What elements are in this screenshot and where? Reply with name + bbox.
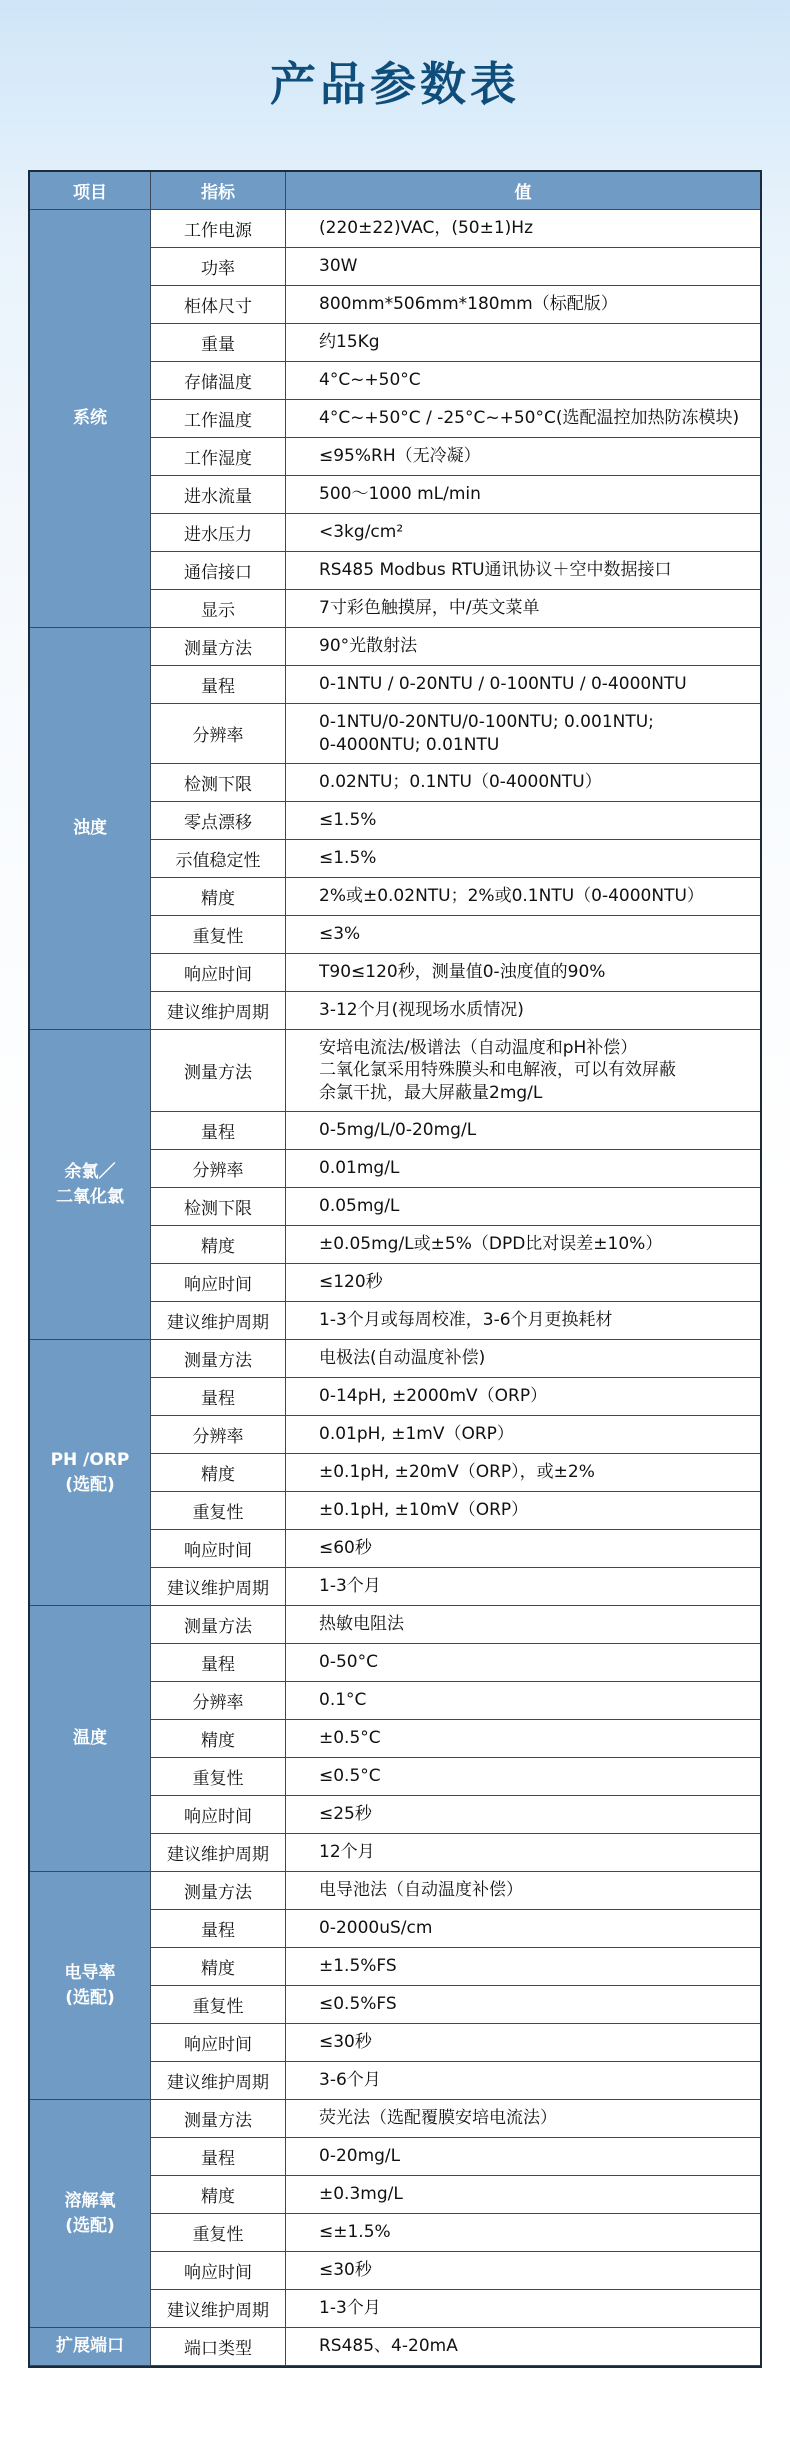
header-value: 值 bbox=[286, 172, 760, 210]
value-cell: ≤95%RH（无冷凝） bbox=[286, 438, 760, 476]
indicator-cell: 建议维护周期 bbox=[151, 1568, 286, 1606]
indicator-cell: 响应时间 bbox=[151, 2024, 286, 2062]
indicator-cell: 量程 bbox=[151, 2138, 286, 2176]
indicator-cell: 量程 bbox=[151, 1112, 286, 1150]
value-cell: ≤3% bbox=[286, 916, 760, 954]
value-cell: 12个月 bbox=[286, 1834, 760, 1872]
indicator-cell: 工作温度 bbox=[151, 400, 286, 438]
value-cell: 1-3个月或每周校准，3-6个月更换耗材 bbox=[286, 1302, 760, 1340]
header-indicator: 指标 bbox=[151, 172, 286, 210]
value-cell: 90°光散射法 bbox=[286, 628, 760, 666]
indicator-cell: 响应时间 bbox=[151, 1796, 286, 1834]
value-cell: ≤120秒 bbox=[286, 1264, 760, 1302]
value-cell: ≤60秒 bbox=[286, 1530, 760, 1568]
indicator-cell: 响应时间 bbox=[151, 2252, 286, 2290]
indicator-cell: 响应时间 bbox=[151, 1264, 286, 1302]
indicator-cell: 测量方法 bbox=[151, 2100, 286, 2138]
group-cell: 余氯／ 二氧化氯 bbox=[30, 1030, 151, 1340]
indicator-cell: 工作电源 bbox=[151, 210, 286, 248]
indicator-cell: 建议维护周期 bbox=[151, 2290, 286, 2328]
value-cell: 1-3个月 bbox=[286, 2290, 760, 2328]
value-cell: ±1.5%FS bbox=[286, 1948, 760, 1986]
value-cell: 0.01mg/L bbox=[286, 1150, 760, 1188]
value-cell: 2%或±0.02NTU；2%或0.1NTU（0-4000NTU） bbox=[286, 878, 760, 916]
indicator-cell: 工作湿度 bbox=[151, 438, 286, 476]
value-cell: ±0.1pH, ±20mV（ORP），或±2% bbox=[286, 1454, 760, 1492]
indicator-cell: 进水压力 bbox=[151, 514, 286, 552]
indicator-cell: 响应时间 bbox=[151, 1530, 286, 1568]
value-cell: ≤30秒 bbox=[286, 2252, 760, 2290]
value-cell: <3kg/cm² bbox=[286, 514, 760, 552]
value-cell: ≤30秒 bbox=[286, 2024, 760, 2062]
value-cell: 3-6个月 bbox=[286, 2062, 760, 2100]
indicator-cell: 精度 bbox=[151, 1454, 286, 1492]
indicator-cell: 重复性 bbox=[151, 1986, 286, 2024]
value-cell: 0.05mg/L bbox=[286, 1188, 760, 1226]
indicator-cell: 分辨率 bbox=[151, 1416, 286, 1454]
value-cell: 热敏电阻法 bbox=[286, 1606, 760, 1644]
indicator-cell: 分辨率 bbox=[151, 1682, 286, 1720]
indicator-cell: 零点漂移 bbox=[151, 802, 286, 840]
value-cell: 0-1NTU/0-20NTU/0-100NTU; 0.001NTU; 0-4000NTU; 0.01NTU bbox=[286, 704, 760, 764]
indicator-cell: 重复性 bbox=[151, 1492, 286, 1530]
indicator-cell: 测量方法 bbox=[151, 1606, 286, 1644]
value-cell: RS485、4-20mA bbox=[286, 2328, 760, 2366]
group-cell: 系统 bbox=[30, 210, 151, 628]
spec-table bbox=[28, 170, 762, 2368]
indicator-cell: 精度 bbox=[151, 1226, 286, 1264]
indicator-cell: 功率 bbox=[151, 248, 286, 286]
value-cell: 荧光法（选配覆膜安培电流法） bbox=[286, 2100, 760, 2138]
value-cell: 约15Kg bbox=[286, 324, 760, 362]
header-item: 项目 bbox=[30, 172, 151, 210]
value-cell: 电极法(自动温度补偿) bbox=[286, 1340, 760, 1378]
value-cell: 电导池法（自动温度补偿） bbox=[286, 1872, 760, 1910]
indicator-cell: 量程 bbox=[151, 666, 286, 704]
indicator-cell: 显示 bbox=[151, 590, 286, 628]
value-cell: (220±22)VAC，(50±1)Hz bbox=[286, 210, 760, 248]
value-cell: ≤0.5%FS bbox=[286, 1986, 760, 2024]
indicator-cell: 检测下限 bbox=[151, 1188, 286, 1226]
indicator-cell: 精度 bbox=[151, 878, 286, 916]
value-cell: 500～1000 mL/min bbox=[286, 476, 760, 514]
value-cell: ≤0.5°C bbox=[286, 1758, 760, 1796]
indicator-cell: 示值稳定性 bbox=[151, 840, 286, 878]
value-cell: 安培电流法/极谱法（自动温度和pH补偿） 二氧化氯采用特殊膜头和电解液，可以有效屏蔽 余氯干扰，最大屏蔽量2mg/L bbox=[286, 1030, 760, 1112]
indicator-cell: 重复性 bbox=[151, 2214, 286, 2252]
value-cell: 0.1°C bbox=[286, 1682, 760, 1720]
value-cell: ±0.3mg/L bbox=[286, 2176, 760, 2214]
value-cell: 0-5mg/L/0-20mg/L bbox=[286, 1112, 760, 1150]
indicator-cell: 测量方法 bbox=[151, 1340, 286, 1378]
indicator-cell: 通信接口 bbox=[151, 552, 286, 590]
indicator-cell: 精度 bbox=[151, 2176, 286, 2214]
value-cell: ≤1.5% bbox=[286, 802, 760, 840]
group-cell: 扩展端口 bbox=[30, 2328, 151, 2366]
value-cell: 4°C~+50°C / -25°C~+50°C(选配温控加热防冻模块) bbox=[286, 400, 760, 438]
group-cell: 温度 bbox=[30, 1606, 151, 1872]
indicator-cell: 精度 bbox=[151, 1720, 286, 1758]
indicator-cell: 分辨率 bbox=[151, 704, 286, 764]
indicator-cell: 重复性 bbox=[151, 1758, 286, 1796]
indicator-cell: 建议维护周期 bbox=[151, 1834, 286, 1872]
value-cell: 0-2000uS/cm bbox=[286, 1910, 760, 1948]
indicator-cell: 建议维护周期 bbox=[151, 1302, 286, 1340]
group-cell: 溶解氧 (选配) bbox=[30, 2100, 151, 2328]
group-cell: 浊度 bbox=[30, 628, 151, 1030]
value-cell: ≤1.5% bbox=[286, 840, 760, 878]
indicator-cell: 量程 bbox=[151, 1644, 286, 1682]
indicator-cell: 量程 bbox=[151, 1910, 286, 1948]
value-cell: 0-14pH, ±2000mV（ORP） bbox=[286, 1378, 760, 1416]
page-title: 产品参数表 bbox=[270, 57, 520, 111]
value-cell: T90≤120秒，测量值0-浊度值的90% bbox=[286, 954, 760, 992]
indicator-cell: 测量方法 bbox=[151, 628, 286, 666]
indicator-cell: 响应时间 bbox=[151, 954, 286, 992]
indicator-cell: 量程 bbox=[151, 1378, 286, 1416]
indicator-cell: 柜体尺寸 bbox=[151, 286, 286, 324]
value-cell: 1-3个月 bbox=[286, 1568, 760, 1606]
indicator-cell: 建议维护周期 bbox=[151, 992, 286, 1030]
value-cell: 30W bbox=[286, 248, 760, 286]
indicator-cell: 测量方法 bbox=[151, 1030, 286, 1112]
group-cell: 电导率 (选配) bbox=[30, 1872, 151, 2100]
value-cell: 800mm*506mm*180mm（标配版） bbox=[286, 286, 760, 324]
value-cell: 4°C~+50°C bbox=[286, 362, 760, 400]
value-cell: RS485 Modbus RTU通讯协议＋空中数据接口 bbox=[286, 552, 760, 590]
value-cell: ≤±1.5% bbox=[286, 2214, 760, 2252]
indicator-cell: 检测下限 bbox=[151, 764, 286, 802]
indicator-cell: 重量 bbox=[151, 324, 286, 362]
indicator-cell: 进水流量 bbox=[151, 476, 286, 514]
value-cell: 0-50°C bbox=[286, 1644, 760, 1682]
value-cell: ±0.5°C bbox=[286, 1720, 760, 1758]
value-cell: 0.01pH, ±1mV（ORP） bbox=[286, 1416, 760, 1454]
indicator-cell: 端口类型 bbox=[151, 2328, 286, 2366]
value-cell: ±0.05mg/L或±5%（DPD比对误差±10%） bbox=[286, 1226, 760, 1264]
group-cell: PH /ORP (选配) bbox=[30, 1340, 151, 1606]
value-cell: 7寸彩色触摸屏，中/英文菜单 bbox=[286, 590, 760, 628]
indicator-cell: 重复性 bbox=[151, 916, 286, 954]
value-cell: 0-1NTU / 0-20NTU / 0-100NTU / 0-4000NTU bbox=[286, 666, 760, 704]
indicator-cell: 精度 bbox=[151, 1948, 286, 1986]
value-cell: 0.02NTU；0.1NTU（0-4000NTU） bbox=[286, 764, 760, 802]
value-cell: ±0.1pH, ±10mV（ORP） bbox=[286, 1492, 760, 1530]
value-cell: 3-12个月(视现场水质情况) bbox=[286, 992, 760, 1030]
value-cell: ≤25秒 bbox=[286, 1796, 760, 1834]
indicator-cell: 分辨率 bbox=[151, 1150, 286, 1188]
value-cell: 0-20mg/L bbox=[286, 2138, 760, 2176]
indicator-cell: 存储温度 bbox=[151, 362, 286, 400]
indicator-cell: 建议维护周期 bbox=[151, 2062, 286, 2100]
indicator-cell: 测量方法 bbox=[151, 1872, 286, 1910]
